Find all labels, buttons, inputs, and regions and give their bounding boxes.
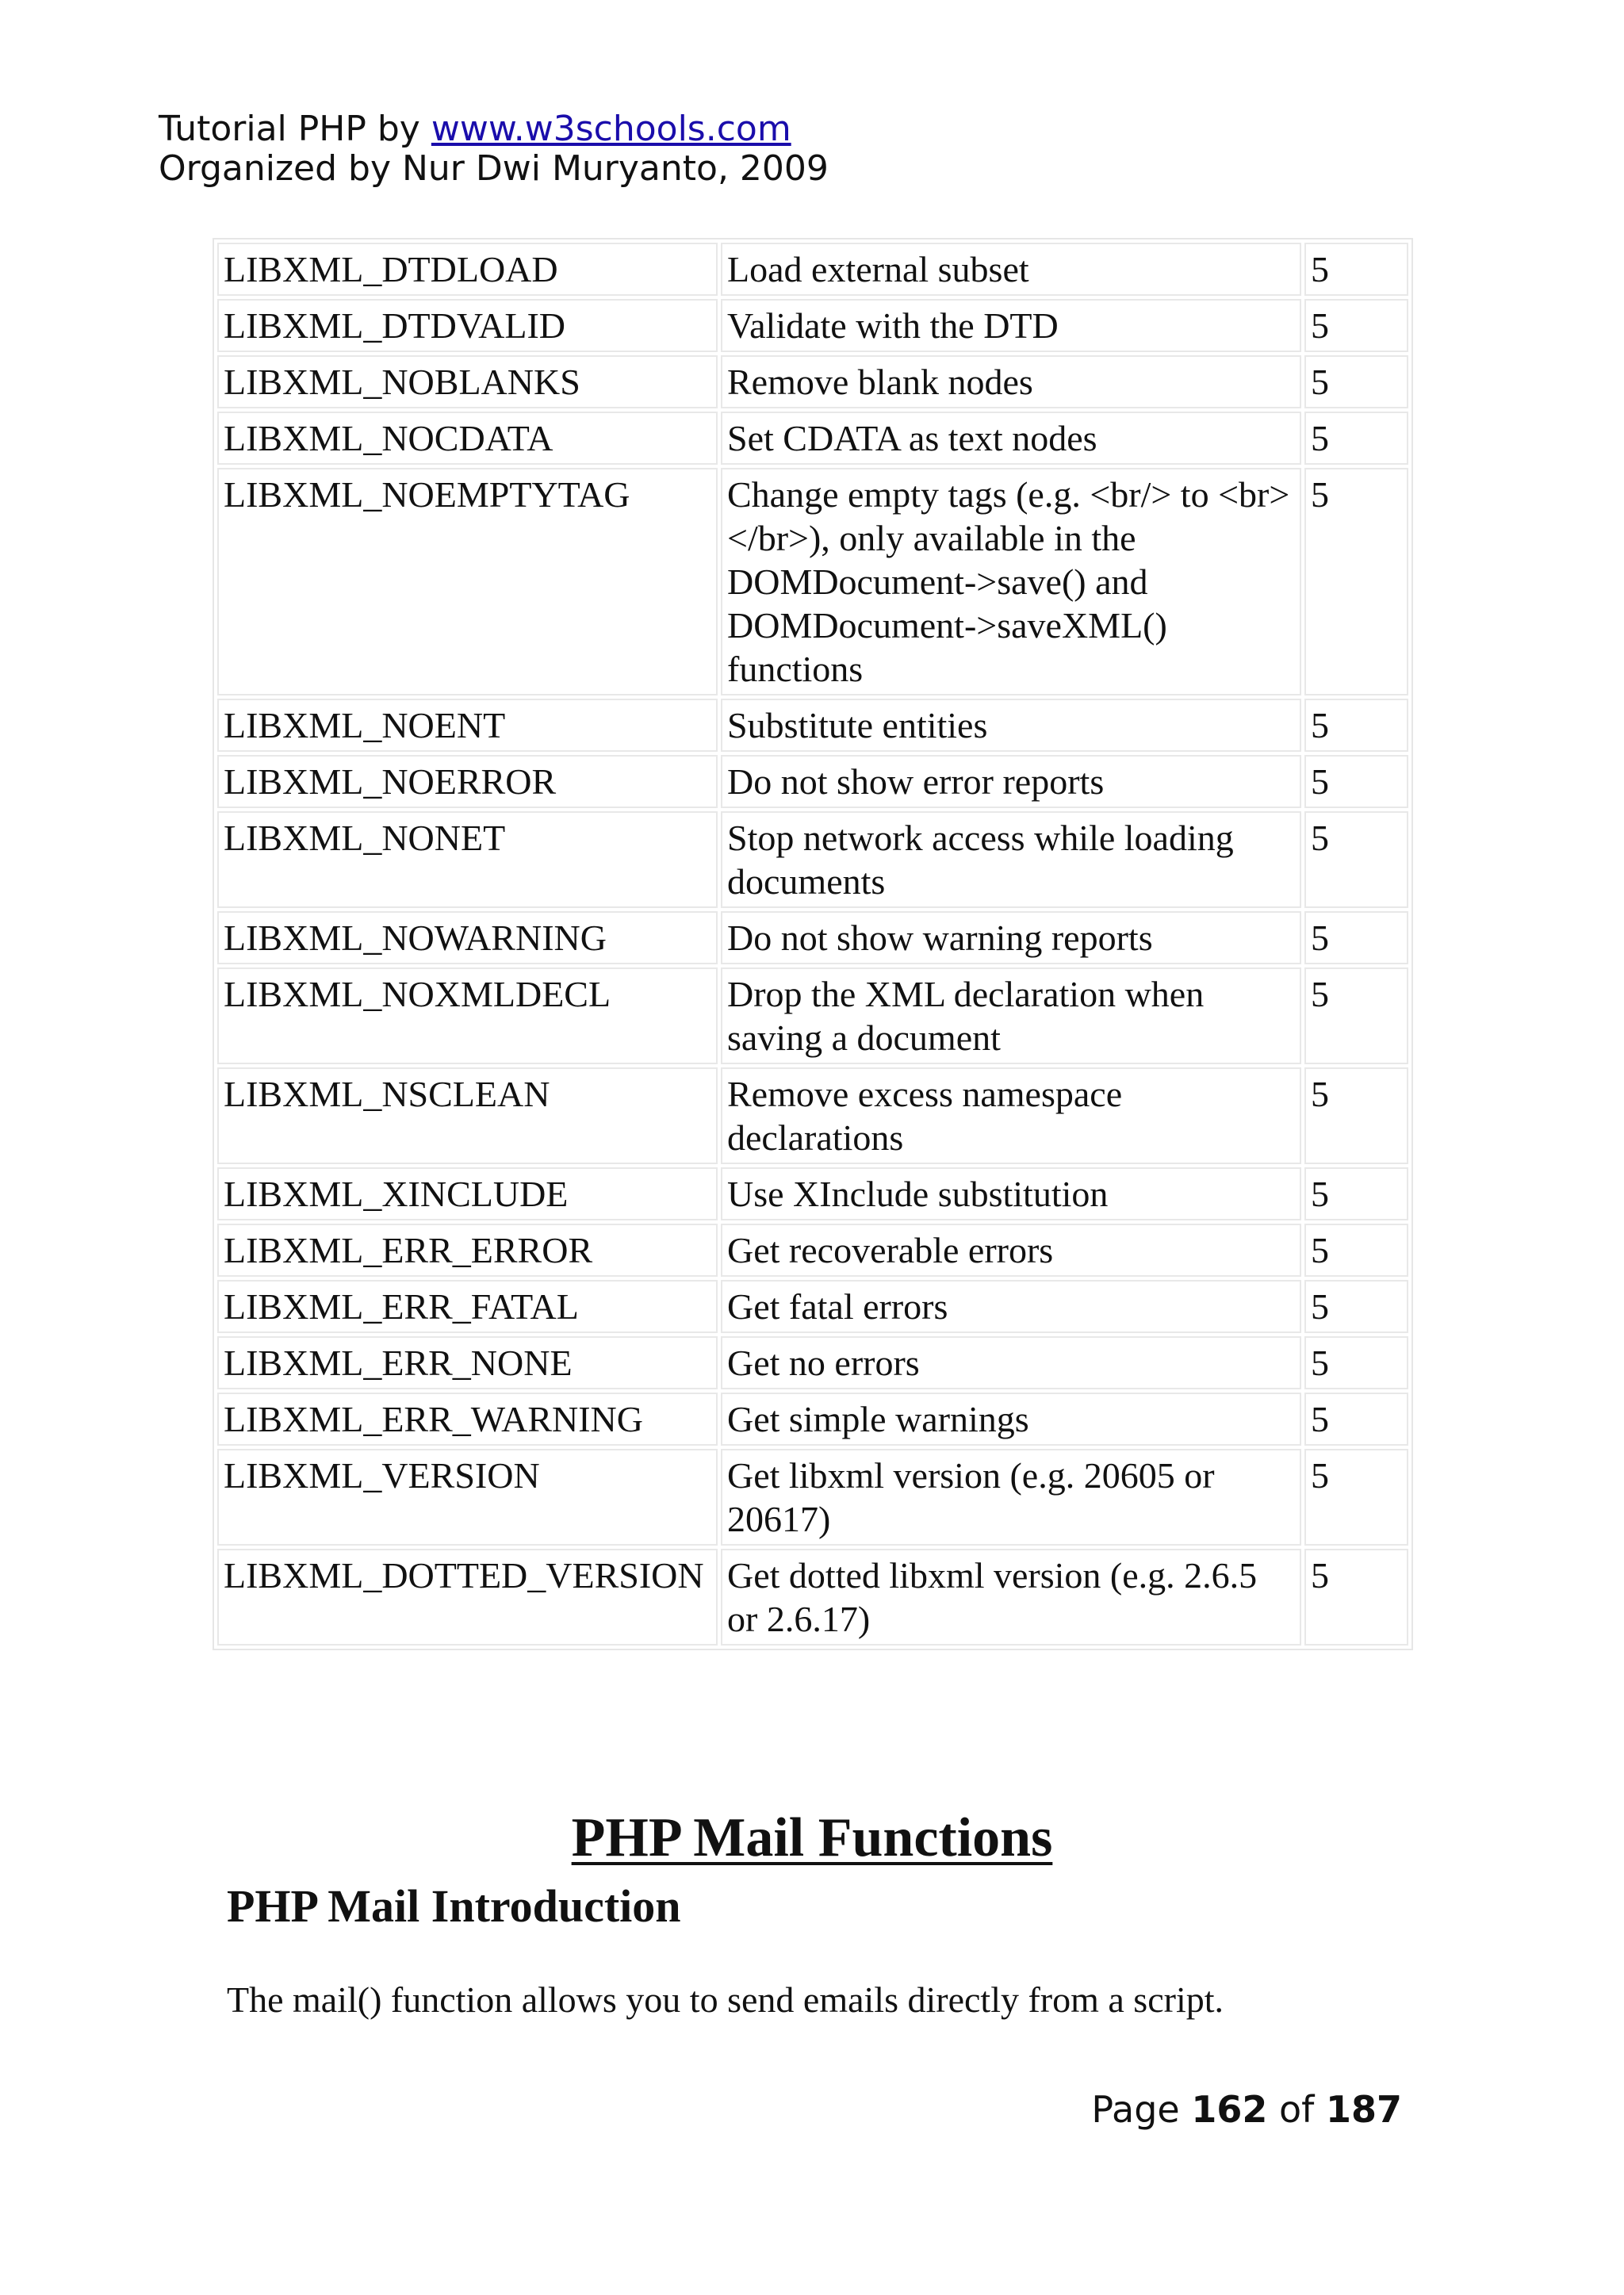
description-cell: Get no errors bbox=[721, 1336, 1301, 1389]
constant-cell: LIBXML_NSCLEAN bbox=[217, 1067, 718, 1164]
description-cell: Do not show warning reports bbox=[721, 911, 1301, 964]
table-row bbox=[217, 1449, 1408, 1546]
php-version-cell: 5 bbox=[1304, 911, 1408, 964]
table-row bbox=[217, 755, 1408, 808]
constant-cell: LIBXML_NONET bbox=[217, 811, 718, 908]
table-body bbox=[217, 243, 1408, 1646]
table-row bbox=[217, 811, 1408, 908]
description-cell: Remove excess namespace declarations bbox=[721, 1067, 1301, 1164]
constant-cell: LIBXML_NOBLANKS bbox=[217, 355, 718, 408]
php-version-cell: 5 bbox=[1304, 967, 1408, 1064]
php-version-cell: 5 bbox=[1304, 1067, 1408, 1164]
constant-cell: LIBXML_NOENT bbox=[217, 699, 718, 752]
constant-cell: LIBXML_NOEMPTYTAG bbox=[217, 468, 718, 695]
php-version-cell: 5 bbox=[1304, 355, 1408, 408]
constant-cell: LIBXML_ERR_FATAL bbox=[217, 1280, 718, 1333]
description-cell: Substitute entities bbox=[721, 699, 1301, 752]
section-subtitle: PHP Mail Introduction bbox=[227, 1880, 681, 1932]
constant-cell: LIBXML_ERR_WARNING bbox=[217, 1393, 718, 1446]
constant-cell: LIBXML_NOWARNING bbox=[217, 911, 718, 964]
description-cell: Remove blank nodes bbox=[721, 355, 1301, 408]
section-title: PHP Mail Functions bbox=[571, 1807, 1053, 1868]
php-version-cell: 5 bbox=[1304, 1549, 1408, 1646]
constant-cell: LIBXML_DOTTED_VERSION bbox=[217, 1549, 718, 1646]
constant-cell: LIBXML_XINCLUDE bbox=[217, 1167, 718, 1220]
table-row bbox=[217, 1280, 1408, 1333]
php-version-cell: 5 bbox=[1304, 1449, 1408, 1546]
table-row bbox=[217, 1393, 1408, 1446]
description-cell: Get libxml version (e.g. 20605 or 20617) bbox=[721, 1449, 1301, 1546]
php-version-cell: 5 bbox=[1304, 755, 1408, 808]
current-page: 162 bbox=[1191, 2088, 1268, 2131]
page-header bbox=[159, 109, 829, 189]
table-row bbox=[217, 1167, 1408, 1220]
php-version-cell: 5 bbox=[1304, 1224, 1408, 1277]
php-version-cell: 5 bbox=[1304, 1167, 1408, 1220]
constant-cell: LIBXML_ERR_NONE bbox=[217, 1336, 718, 1389]
description-cell: Set CDATA as text nodes bbox=[721, 412, 1301, 465]
description-cell: Get recoverable errors bbox=[721, 1224, 1301, 1277]
description-cell: Change empty tags (e.g. <br/> to <br></br>), only available in the DOMDocument->save() and DOMDocument->saveXML() functions bbox=[721, 468, 1301, 695]
table-row bbox=[217, 699, 1408, 752]
description-cell: Get dotted libxml version (e.g. 2.6.5 or 2.6.17) bbox=[721, 1549, 1301, 1646]
description-cell: Get fatal errors bbox=[721, 1280, 1301, 1333]
table-row bbox=[217, 1224, 1408, 1277]
libxml-constants-table bbox=[213, 238, 1413, 1650]
table-row bbox=[217, 911, 1408, 964]
constant-cell: LIBXML_VERSION bbox=[217, 1449, 718, 1546]
constant-cell: LIBXML_ERR_ERROR bbox=[217, 1224, 718, 1277]
description-cell: Stop network access while loading documents bbox=[721, 811, 1301, 908]
table-row bbox=[217, 468, 1408, 695]
table-row bbox=[217, 1549, 1408, 1646]
table-row bbox=[217, 1067, 1408, 1164]
header-line-1 bbox=[159, 109, 829, 149]
php-version-cell: 5 bbox=[1304, 243, 1408, 296]
total-pages: 187 bbox=[1325, 2088, 1402, 2131]
constant-cell: LIBXML_DTDLOAD bbox=[217, 243, 718, 296]
w3schools-link[interactable]: www.w3schools.com bbox=[431, 109, 791, 149]
description-cell: Get simple warnings bbox=[721, 1393, 1301, 1446]
page-number: Page 162 of 187 bbox=[1091, 2088, 1402, 2131]
php-version-cell: 5 bbox=[1304, 811, 1408, 908]
table-row bbox=[217, 243, 1408, 296]
constant-cell: LIBXML_NOXMLDECL bbox=[217, 967, 718, 1064]
table-row bbox=[217, 967, 1408, 1064]
header-line-2: Organized by Nur Dwi Muryanto, 2009 bbox=[159, 148, 829, 189]
description-cell: Load external subset bbox=[721, 243, 1301, 296]
constant-cell: LIBXML_DTDVALID bbox=[217, 299, 718, 352]
description-cell: Validate with the DTD bbox=[721, 299, 1301, 352]
description-cell: Use XInclude substitution bbox=[721, 1167, 1301, 1220]
intro-paragraph: The mail() function allows you to send emails directly from a script. bbox=[227, 1979, 1224, 2020]
table-row bbox=[217, 355, 1408, 408]
constant-cell: LIBXML_NOERROR bbox=[217, 755, 718, 808]
php-version-cell: 5 bbox=[1304, 1393, 1408, 1446]
description-cell: Drop the XML declaration when saving a document bbox=[721, 967, 1301, 1064]
php-version-cell: 5 bbox=[1304, 1280, 1408, 1333]
table-row bbox=[217, 1336, 1408, 1389]
php-version-cell: 5 bbox=[1304, 1336, 1408, 1389]
php-version-cell: 5 bbox=[1304, 699, 1408, 752]
constant-cell: LIBXML_NOCDATA bbox=[217, 412, 718, 465]
table-row bbox=[217, 299, 1408, 352]
php-version-cell: 5 bbox=[1304, 468, 1408, 695]
php-version-cell: 5 bbox=[1304, 412, 1408, 465]
description-cell: Do not show error reports bbox=[721, 755, 1301, 808]
table-row bbox=[217, 412, 1408, 465]
php-version-cell: 5 bbox=[1304, 299, 1408, 352]
header-tutorial-text: Tutorial PHP by bbox=[159, 109, 431, 149]
